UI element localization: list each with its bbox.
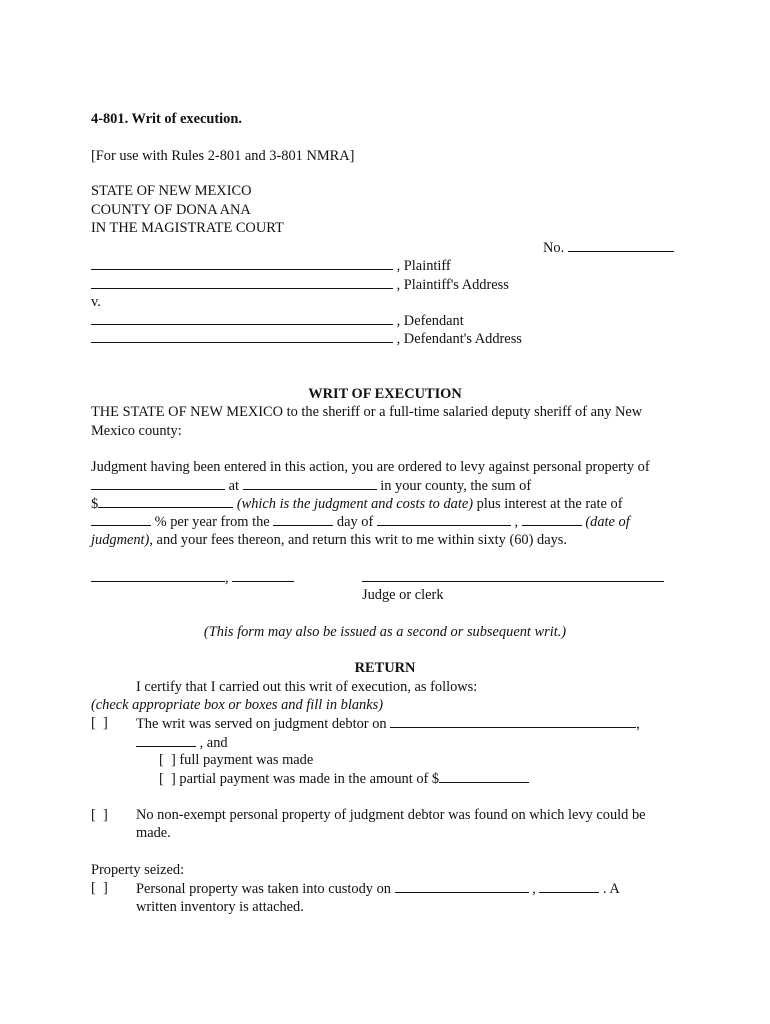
served-year-row (136, 733, 228, 752)
plaintiff-label: , Plaintiff (396, 258, 451, 274)
and-label: , and (199, 735, 228, 751)
comma: , (532, 881, 536, 897)
writ-address-line-1: THE STATE OF NEW MEXICO to the sheriff or a full-time salaried deputy sheriff of any New (91, 404, 643, 420)
day-of-label: day of (336, 514, 374, 530)
case-number-label: No. (543, 240, 565, 256)
defendant-address-label: , Defendant's Address (396, 331, 522, 347)
custody-end-label: . A (603, 881, 620, 897)
certify-line: I certify that I carried out this writ of execution, as follows: (136, 679, 478, 695)
comma: , (514, 514, 519, 530)
writ-paragraph-line-5 (91, 531, 567, 549)
defendant-address-field[interactable] (91, 329, 393, 343)
partial-payment-label: [ ] partial payment was made in the amount of $ (159, 771, 440, 787)
no-property-checkbox[interactable]: [ ] (91, 807, 108, 823)
case-number-row (543, 238, 674, 257)
served-year-field[interactable] (136, 733, 196, 747)
signature-year-field[interactable] (232, 568, 294, 582)
partial-payment-option[interactable] (159, 769, 529, 788)
judge-signature-line[interactable] (362, 581, 664, 582)
plaintiff-field[interactable] (91, 256, 393, 270)
custody-row (136, 879, 620, 898)
county-line: COUNTY OF DONA ANA (91, 202, 251, 218)
judgment-note: judgment) (91, 532, 150, 548)
interest-rate-field[interactable] (91, 512, 151, 526)
writ-paragraph-line-2 (91, 476, 531, 495)
signature-date-field[interactable] (91, 568, 225, 582)
plaintiff-row (91, 256, 451, 275)
dollar-sign: $ (91, 496, 99, 512)
subsequent-writ-note: (This form may also be issued as a second or subsequent writ.) (203, 624, 567, 640)
location-field[interactable] (243, 476, 377, 490)
no-property-line-1: No non-exempt personal property of judgment debtor was found on which levy could be (136, 807, 646, 823)
defendant-label: , Defendant (396, 313, 464, 329)
return-title: RETURN (354, 660, 416, 676)
plaintiff-address-label: , Plaintiff's Address (396, 277, 509, 293)
amount-note: (which is the judgment and costs to date) (236, 496, 474, 512)
plaintiff-address-field[interactable] (91, 275, 393, 289)
year-field[interactable] (522, 512, 582, 526)
defendant-address-row (91, 329, 522, 348)
property-seized-label: Property seized: (91, 862, 185, 878)
at-label: at (228, 478, 239, 494)
case-number-field[interactable] (568, 238, 674, 252)
comma: , (225, 570, 229, 586)
defendant-row (91, 311, 464, 330)
writ-paragraph-line-3 (91, 494, 623, 513)
month-field[interactable] (377, 512, 511, 526)
plaintiff-address-row (91, 275, 509, 294)
writ-paragraph-line-4 (91, 512, 630, 531)
defendant-field[interactable] (91, 311, 393, 325)
rule-title: 4-801. Writ of execution. (91, 111, 242, 127)
versus-label: v. (91, 294, 101, 310)
check-instruction: (check appropriate box or boxes and fill in blanks) (91, 697, 384, 713)
served-label: The writ was served on judgment debtor on (136, 716, 387, 732)
interest-label: plus interest at the rate of (476, 496, 623, 512)
use-note: [For use with Rules 2-801 and 3-801 NMRA] (91, 148, 355, 164)
custody-label: Personal property was taken into custody on (136, 881, 391, 897)
percent-label: % per year from the (154, 514, 270, 530)
no-property-line-2: made. (136, 825, 171, 841)
served-checkbox[interactable]: [ ] (91, 715, 108, 731)
county-sum-label: in your county, the sum of (380, 478, 532, 494)
full-payment-option[interactable]: [ ] full payment was made (159, 752, 314, 768)
amount-field[interactable] (98, 494, 233, 508)
served-date-field[interactable] (390, 714, 636, 728)
comma: , (636, 716, 640, 732)
writ-paragraph-line-1: Judgment having been entered in this action, you are ordered to levy against personal property of (91, 459, 650, 475)
court-line: IN THE MAGISTRATE COURT (91, 220, 284, 236)
writ-title: WRIT OF EXECUTION (308, 386, 462, 402)
custody-date-field[interactable] (395, 879, 529, 893)
judge-label: Judge or clerk (362, 587, 444, 603)
writ-address-line-2: Mexico county: (91, 423, 182, 439)
partial-amount-field[interactable] (439, 769, 529, 783)
served-row (136, 714, 640, 733)
inventory-line: written inventory is attached. (136, 899, 304, 915)
day-field[interactable] (273, 512, 333, 526)
signature-date-row (91, 568, 294, 587)
debtor-name-field[interactable] (91, 476, 225, 490)
return-instruction: , and your fees thereon, and return this writ to me within sixty (60) days. (149, 532, 567, 548)
state-line: STATE OF NEW MEXICO (91, 183, 252, 199)
date-of-note: (date of (585, 514, 630, 530)
custody-year-field[interactable] (539, 879, 599, 893)
custody-checkbox[interactable]: [ ] (91, 880, 108, 896)
